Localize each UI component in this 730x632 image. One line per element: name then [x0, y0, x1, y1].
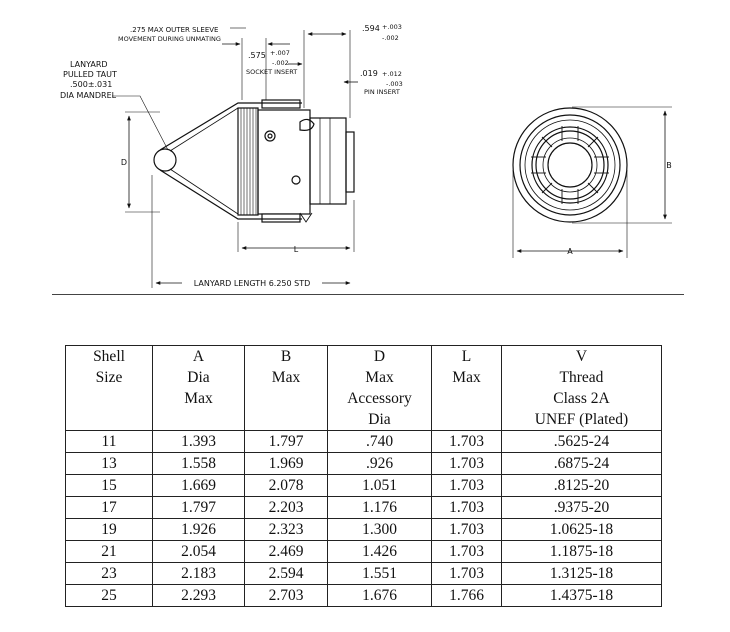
cell-v: 1.1875-18	[502, 541, 662, 563]
cell-d: 1.051	[328, 475, 432, 497]
cell-v: .8125-20	[502, 475, 662, 497]
cell-a: 2.293	[153, 585, 245, 607]
pin-tol-plus: +.012	[382, 70, 402, 78]
section-divider	[52, 294, 684, 295]
pin-tol-minus: -.003	[386, 80, 403, 88]
cell-b: 2.594	[245, 563, 328, 585]
socket-insert-label: SOCKET INSERT	[246, 68, 298, 76]
sleeve-label-2: MOVEMENT DURING UNMATING	[118, 35, 221, 43]
table-row	[66, 541, 662, 563]
table-row	[66, 563, 662, 585]
top-tol-plus: +.003	[382, 23, 402, 31]
cell-shell-size: 19	[66, 519, 153, 541]
lanyard-label-1: LANYARD	[70, 60, 108, 69]
cell-a: 1.393	[153, 431, 245, 453]
lanyard-cable	[160, 103, 248, 219]
lanyard-clip-top	[262, 100, 300, 108]
cell-l: 1.703	[432, 431, 502, 453]
dim-b-label: B	[666, 161, 672, 170]
cell-shell-size: 17	[66, 497, 153, 519]
connector-drawing	[0, 0, 730, 300]
header-d-accessory-dia: D Max Accessory Dia	[328, 346, 432, 431]
cell-l: 1.766	[432, 585, 502, 607]
top-dim-label: .594	[362, 24, 380, 33]
cell-l: 1.703	[432, 475, 502, 497]
table-row	[66, 519, 662, 541]
header-l-max: L Max	[432, 346, 502, 431]
cell-l: 1.703	[432, 519, 502, 541]
socket-dim-label: .575	[248, 51, 266, 60]
cell-d: .926	[328, 453, 432, 475]
dim-a-label: A	[567, 247, 573, 256]
top-tol-minus: -.002	[382, 34, 399, 42]
table-row	[66, 475, 662, 497]
cell-l: 1.703	[432, 563, 502, 585]
pin-dim-label: .019	[360, 69, 378, 78]
cell-l: 1.703	[432, 541, 502, 563]
cell-v: 1.0625-18	[502, 519, 662, 541]
cell-v: 1.3125-18	[502, 563, 662, 585]
table-row	[66, 585, 662, 607]
rear-accessory	[310, 118, 346, 204]
cell-shell-size: 23	[66, 563, 153, 585]
lanyard-length-label: LANYARD LENGTH 6.250 STD	[193, 279, 311, 288]
dim-l-label: L	[293, 245, 299, 254]
cell-d: 1.176	[328, 497, 432, 519]
cell-d: 1.551	[328, 563, 432, 585]
cell-b: 2.703	[245, 585, 328, 607]
cell-a: 2.183	[153, 563, 245, 585]
dimensions-table	[65, 345, 662, 607]
cell-b: 1.797	[245, 431, 328, 453]
cell-a: 1.797	[153, 497, 245, 519]
cell-v: 1.4375-18	[502, 585, 662, 607]
cell-v: .6875-24	[502, 453, 662, 475]
lanyard-label-3: .500±.031	[70, 80, 113, 89]
cell-l: 1.703	[432, 453, 502, 475]
header-b-max: B Max	[245, 346, 328, 431]
cell-shell-size: 11	[66, 431, 153, 453]
socket-tol-minus: -.002	[272, 59, 289, 67]
cell-b: 2.078	[245, 475, 328, 497]
end-outer-ring	[513, 108, 627, 222]
cell-b: 2.323	[245, 519, 328, 541]
socket-tol-plus: +.007	[270, 49, 290, 57]
side-view	[154, 100, 354, 222]
header-v-thread: V Thread Class 2A UNEF (Plated)	[502, 346, 662, 431]
cell-l: 1.703	[432, 497, 502, 519]
header-a-dia-max: A Dia Max	[153, 346, 245, 431]
table-row	[66, 497, 662, 519]
cell-shell-size: 21	[66, 541, 153, 563]
sleeve-label-1: .275 MAX OUTER SLEEVE	[130, 26, 219, 34]
mandrel-circle	[154, 149, 176, 171]
cell-a: 1.669	[153, 475, 245, 497]
cell-v: .9375-20	[502, 497, 662, 519]
lanyard-label-2: PULLED TAUT	[63, 70, 117, 79]
cell-v: .5625-24	[502, 431, 662, 453]
lanyard-label-4: DIA MANDREL	[60, 91, 117, 100]
end-view	[513, 108, 627, 222]
cell-shell-size: 15	[66, 475, 153, 497]
cell-shell-size: 25	[66, 585, 153, 607]
cell-d: 1.676	[328, 585, 432, 607]
table-row	[66, 431, 662, 453]
cell-d: 1.426	[328, 541, 432, 563]
table-header-row	[66, 346, 662, 431]
table-row	[66, 453, 662, 475]
cell-d: 1.300	[328, 519, 432, 541]
connector-body	[258, 110, 310, 214]
cell-a: 1.926	[153, 519, 245, 541]
dim-d-label: D	[120, 158, 128, 167]
cell-b: 2.203	[245, 497, 328, 519]
cell-b: 2.469	[245, 541, 328, 563]
lanyard-clip-bottom	[262, 214, 300, 222]
cell-shell-size: 13	[66, 453, 153, 475]
header-shell-size: Shell Size	[66, 346, 153, 431]
cell-d: .740	[328, 431, 432, 453]
cell-b: 1.969	[245, 453, 328, 475]
cell-a: 2.054	[153, 541, 245, 563]
cell-a: 1.558	[153, 453, 245, 475]
pin-insert-label: PIN INSERT	[364, 88, 400, 96]
